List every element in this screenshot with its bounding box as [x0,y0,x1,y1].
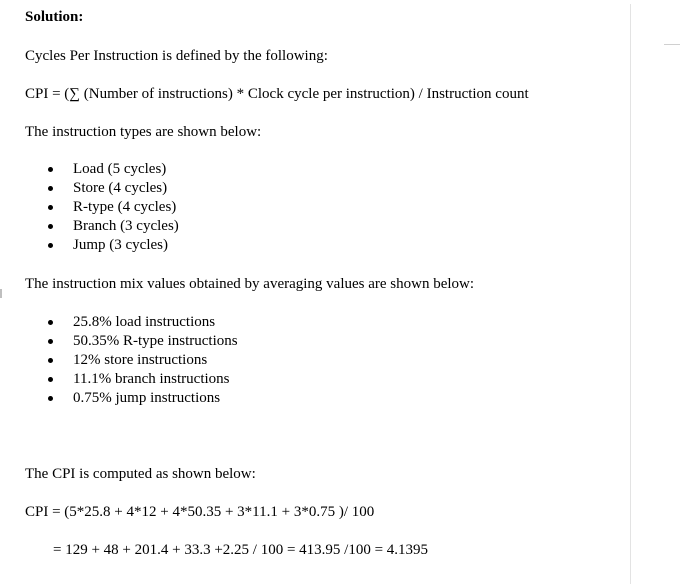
list-item [48,389,238,408]
list-item-text: Load (5 cycles) [73,161,167,177]
computation-line-2: = 129 + 48 + 201.4 + 33.3 +2.25 / 100 = 413.95 /100 = 4.1395 [53,542,429,558]
page-edge-divider [630,4,631,584]
bullet-icon [48,167,53,172]
list-item [48,198,179,217]
list-item-text: Branch (3 cycles) [73,218,179,234]
cpi-definition-intro: Cycles Per Instruction is defined by the following: [25,48,328,64]
list-item [48,217,179,236]
cpi-formula: CPI = (∑ (Number of instructions) * Clock cycle per instruction) / Instruction count [25,86,529,102]
bullet-icon [48,224,53,229]
bullet-icon [48,320,53,325]
list-item [48,160,179,179]
list-item [48,179,179,198]
list-item-text: 50.35% R-type instructions [73,333,238,349]
bullet-icon [48,377,53,382]
list-item [48,236,179,255]
list-item [48,370,238,389]
bullet-icon [48,243,53,248]
computed-intro: The CPI is computed as shown below: [25,466,256,482]
instruction-mix-list [48,313,238,408]
bullet-icon [48,339,53,344]
bullet-icon [48,186,53,191]
instruction-mix-intro: The instruction mix values obtained by averaging values are shown below: [25,276,475,292]
list-item [48,313,238,332]
bullet-icon [48,396,53,401]
list-item-text: 0.75% jump instructions [73,390,221,406]
computation-line-1: CPI = (5*25.8 + 4*12 + 4*50.35 + 3*11.1 + 3*0.75 )/ 100 [25,504,375,520]
list-item-text: R-type (4 cycles) [73,199,177,215]
list-item-text: 25.8% load instructions [73,314,216,330]
margin-marker [664,44,680,45]
list-item-text: 12% store instructions [73,352,208,368]
instruction-types-intro: The instruction types are shown below: [25,124,262,140]
list-item [48,351,238,370]
bullet-icon [48,358,53,363]
bullet-icon [48,205,53,210]
list-item-text: 11.1% branch instructions [73,371,230,387]
scroll-edge-marker [0,289,2,298]
solution-heading: Solution: [25,9,84,25]
list-item-text: Store (4 cycles) [73,180,168,196]
list-item [48,332,238,351]
list-item-text: Jump (3 cycles) [73,237,168,253]
instruction-types-list [48,160,179,255]
